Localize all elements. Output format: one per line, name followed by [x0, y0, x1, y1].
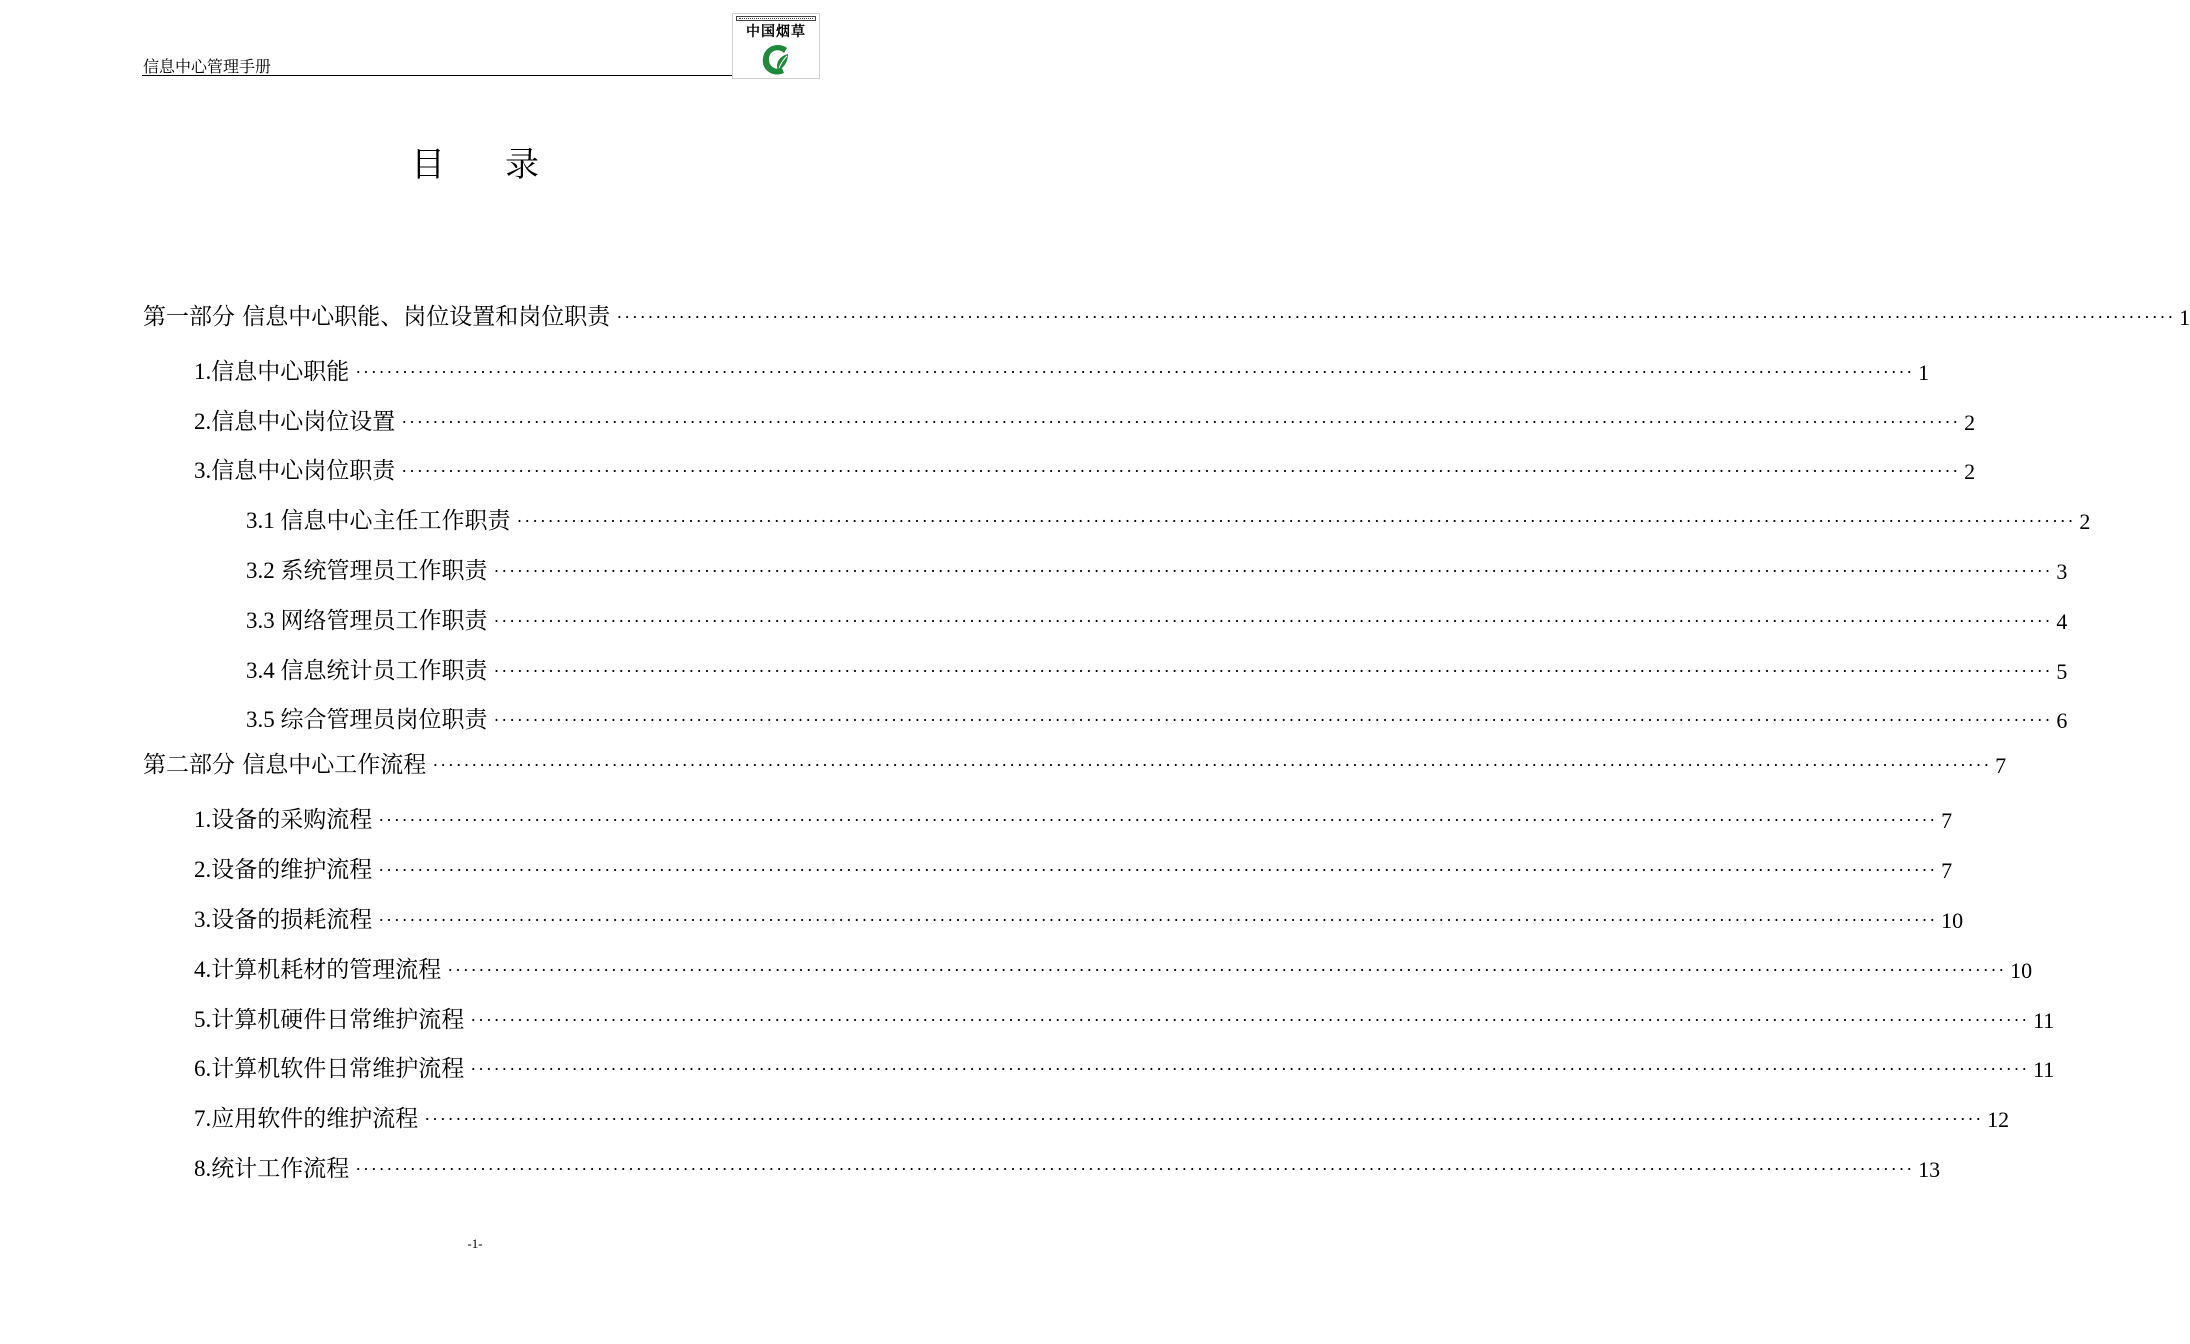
toc-dot-leader: ········································································································································································································	[424, 1109, 1984, 1129]
toc-entry-text: 信息中心岗位职责	[211, 458, 396, 484]
toc-entry-number: 3.1	[246, 508, 281, 533]
toc-entry	[246, 651, 2068, 685]
toc-entry-number: 4.	[194, 957, 212, 982]
toc-entry	[194, 900, 1964, 934]
page-number: -1-	[467, 1236, 483, 1251]
toc-dot-leader: ········································································································································································································	[493, 611, 2053, 631]
toc-entry	[194, 1049, 2055, 1083]
toc-entry	[143, 745, 2007, 779]
toc-dot-leader: ········································································································································································································	[378, 810, 1938, 830]
toc-entry-page: 2	[1964, 459, 1976, 484]
toc-dot-leader: ········································································································································································································	[378, 910, 1938, 930]
toc-entry	[194, 1149, 1941, 1183]
toc-dot-leader: ········································································································································································································	[401, 412, 1961, 432]
toc-entry-page: 10	[1941, 908, 1964, 933]
toc-entry-number: 3.3	[246, 608, 281, 633]
toc-entry-page: 2	[1964, 410, 1976, 435]
toc-entry-page: 3	[2056, 559, 2068, 584]
toc-entry-label	[194, 358, 349, 386]
toc-entry-text: 计算机硬件日常维护流程	[211, 1007, 465, 1033]
toc-entry-text: 第二部分 信息中心工作流程	[143, 752, 427, 778]
toc-dot-leader: ········································································································································································································	[493, 661, 2053, 681]
toc-entry	[246, 551, 2068, 585]
china-tobacco-logo	[732, 13, 820, 79]
toc-dot-leader: ········································································································································································································	[378, 860, 1938, 880]
toc-entry-number: 3.2	[246, 558, 281, 583]
toc-entry-page: 11	[2033, 1008, 2055, 1033]
toc-dot-leader: ········································································································································································································	[432, 755, 1992, 775]
toc-entry-text: 信息中心主任工作职责	[280, 508, 511, 534]
toc-entry	[143, 297, 2190, 331]
toc-entry-text: 综合管理员岗位职责	[280, 707, 488, 733]
toc-entry-label	[194, 408, 395, 436]
toc-entry	[246, 700, 2068, 734]
toc-entry-number: 7.	[194, 1106, 212, 1131]
toc-entry-label	[143, 751, 426, 779]
toc-entry-label	[246, 657, 488, 685]
toc-entry-label	[194, 806, 372, 834]
toc-entry-label	[246, 557, 488, 585]
toc-entry-text: 计算机软件日常维护流程	[211, 1056, 465, 1082]
toc-entry-label	[246, 507, 511, 535]
toc-entry-label	[143, 303, 610, 331]
toc-entry-number: 6.	[194, 1056, 212, 1081]
toc-entry-number: 3.	[194, 907, 212, 932]
header-divider	[142, 75, 733, 76]
toc-entry-text: 统计工作流程	[211, 1156, 350, 1182]
toc-dot-leader: ········································································································································································································	[516, 511, 2076, 531]
toc-entry-page: 7	[1995, 753, 2007, 778]
toc-entry-page: 6	[2056, 708, 2068, 733]
toc-entry-text: 网络管理员工作职责	[280, 608, 488, 634]
toc-entry-page: 2	[2079, 509, 2091, 534]
toc-entry-page: 13	[1918, 1157, 1941, 1182]
toc-dot-leader: ········································································································································································································	[616, 307, 2176, 327]
toc-entry-text: 信息中心职能	[211, 359, 350, 385]
toc-entry-text: 设备的维护流程	[211, 857, 373, 883]
toc-entry-number: 3.5	[246, 707, 281, 732]
toc-entry-page: 10	[2010, 958, 2033, 983]
toc-entry	[194, 850, 1953, 884]
toc-entry-text: 信息中心岗位设置	[211, 409, 396, 435]
toc-entry-number: 8.	[194, 1156, 212, 1181]
toc-entry-page: 11	[2033, 1057, 2055, 1082]
toc-entry	[194, 451, 1976, 485]
toc-entry-number: 2.	[194, 409, 212, 434]
toc-entry-label	[194, 1055, 464, 1083]
toc-entry-number: 2.	[194, 857, 212, 882]
toc-entry	[246, 501, 2091, 535]
toc-entry-number: 3.	[194, 458, 212, 483]
toc-entry-label	[194, 906, 372, 934]
header-title: 信息中心管理手册	[143, 57, 272, 76]
toc-entry	[194, 950, 2033, 984]
toc-dot-leader: ········································································································································································································	[401, 461, 1961, 481]
toc-entry-page: 5	[2056, 659, 2068, 684]
toc-entry-number: 3.4	[246, 658, 281, 683]
toc-entry-label	[194, 956, 441, 984]
logo-text: 中国烟草	[746, 24, 806, 40]
toc-entry-page: 1	[2179, 305, 2190, 330]
toc-entry-page: 7	[1941, 808, 1953, 833]
toc-entry-label	[194, 457, 395, 485]
toc-title	[0, 137, 950, 186]
toc-dot-leader: ········································································································································································································	[493, 561, 2053, 581]
tobacco-leaf-icon	[757, 40, 797, 78]
toc-entry	[194, 352, 1930, 386]
toc-entry-text: 系统管理员工作职责	[280, 558, 488, 584]
toc-entry-text: 第一部分 信息中心职能、岗位设置和岗位职责	[143, 304, 611, 330]
toc-entry-text: 信息统计员工作职责	[280, 658, 488, 684]
toc-dot-leader: ········································································································································································································	[355, 362, 1915, 382]
toc-entry-page: 7	[1941, 858, 1953, 883]
toc-entry	[194, 1099, 2010, 1133]
toc-title-char-2: 录	[505, 145, 539, 185]
toc-entry-text: 计算机耗材的管理流程	[211, 957, 442, 983]
toc-entry	[194, 1000, 2055, 1034]
toc-entry-label	[194, 1155, 349, 1183]
toc-entry	[194, 800, 1953, 834]
toc-entry	[246, 601, 2068, 635]
toc-entry-label	[194, 1006, 464, 1034]
toc-entry-page: 1	[1918, 360, 1930, 385]
toc-entry-page: 4	[2056, 609, 2068, 634]
toc-entry-label	[194, 1105, 418, 1133]
toc-dot-leader: ········································································································································································································	[470, 1010, 2030, 1030]
toc-entry-label	[246, 607, 488, 635]
toc-dot-leader: ········································································································································································································	[493, 710, 2053, 730]
toc-entry-label	[194, 856, 372, 884]
toc-entry	[194, 402, 1976, 436]
toc-entry-number: 1.	[194, 807, 212, 832]
toc-entry-text: 设备的采购流程	[211, 807, 373, 833]
toc-dot-leader: ········································································································································································································	[355, 1159, 1915, 1179]
toc-title-char-1: 目	[411, 145, 445, 185]
toc-entry-number: 5.	[194, 1007, 212, 1032]
toc-entry-number: 1.	[194, 359, 212, 384]
toc-entry-label	[246, 706, 488, 734]
toc-entry-text: 设备的损耗流程	[211, 907, 373, 933]
toc-entry-page: 12	[1987, 1107, 2010, 1132]
toc-entry-text: 应用软件的维护流程	[211, 1106, 419, 1132]
toc-dot-leader: ········································································································································································································	[470, 1059, 2030, 1079]
toc-dot-leader: ········································································································································································································	[447, 960, 2007, 980]
